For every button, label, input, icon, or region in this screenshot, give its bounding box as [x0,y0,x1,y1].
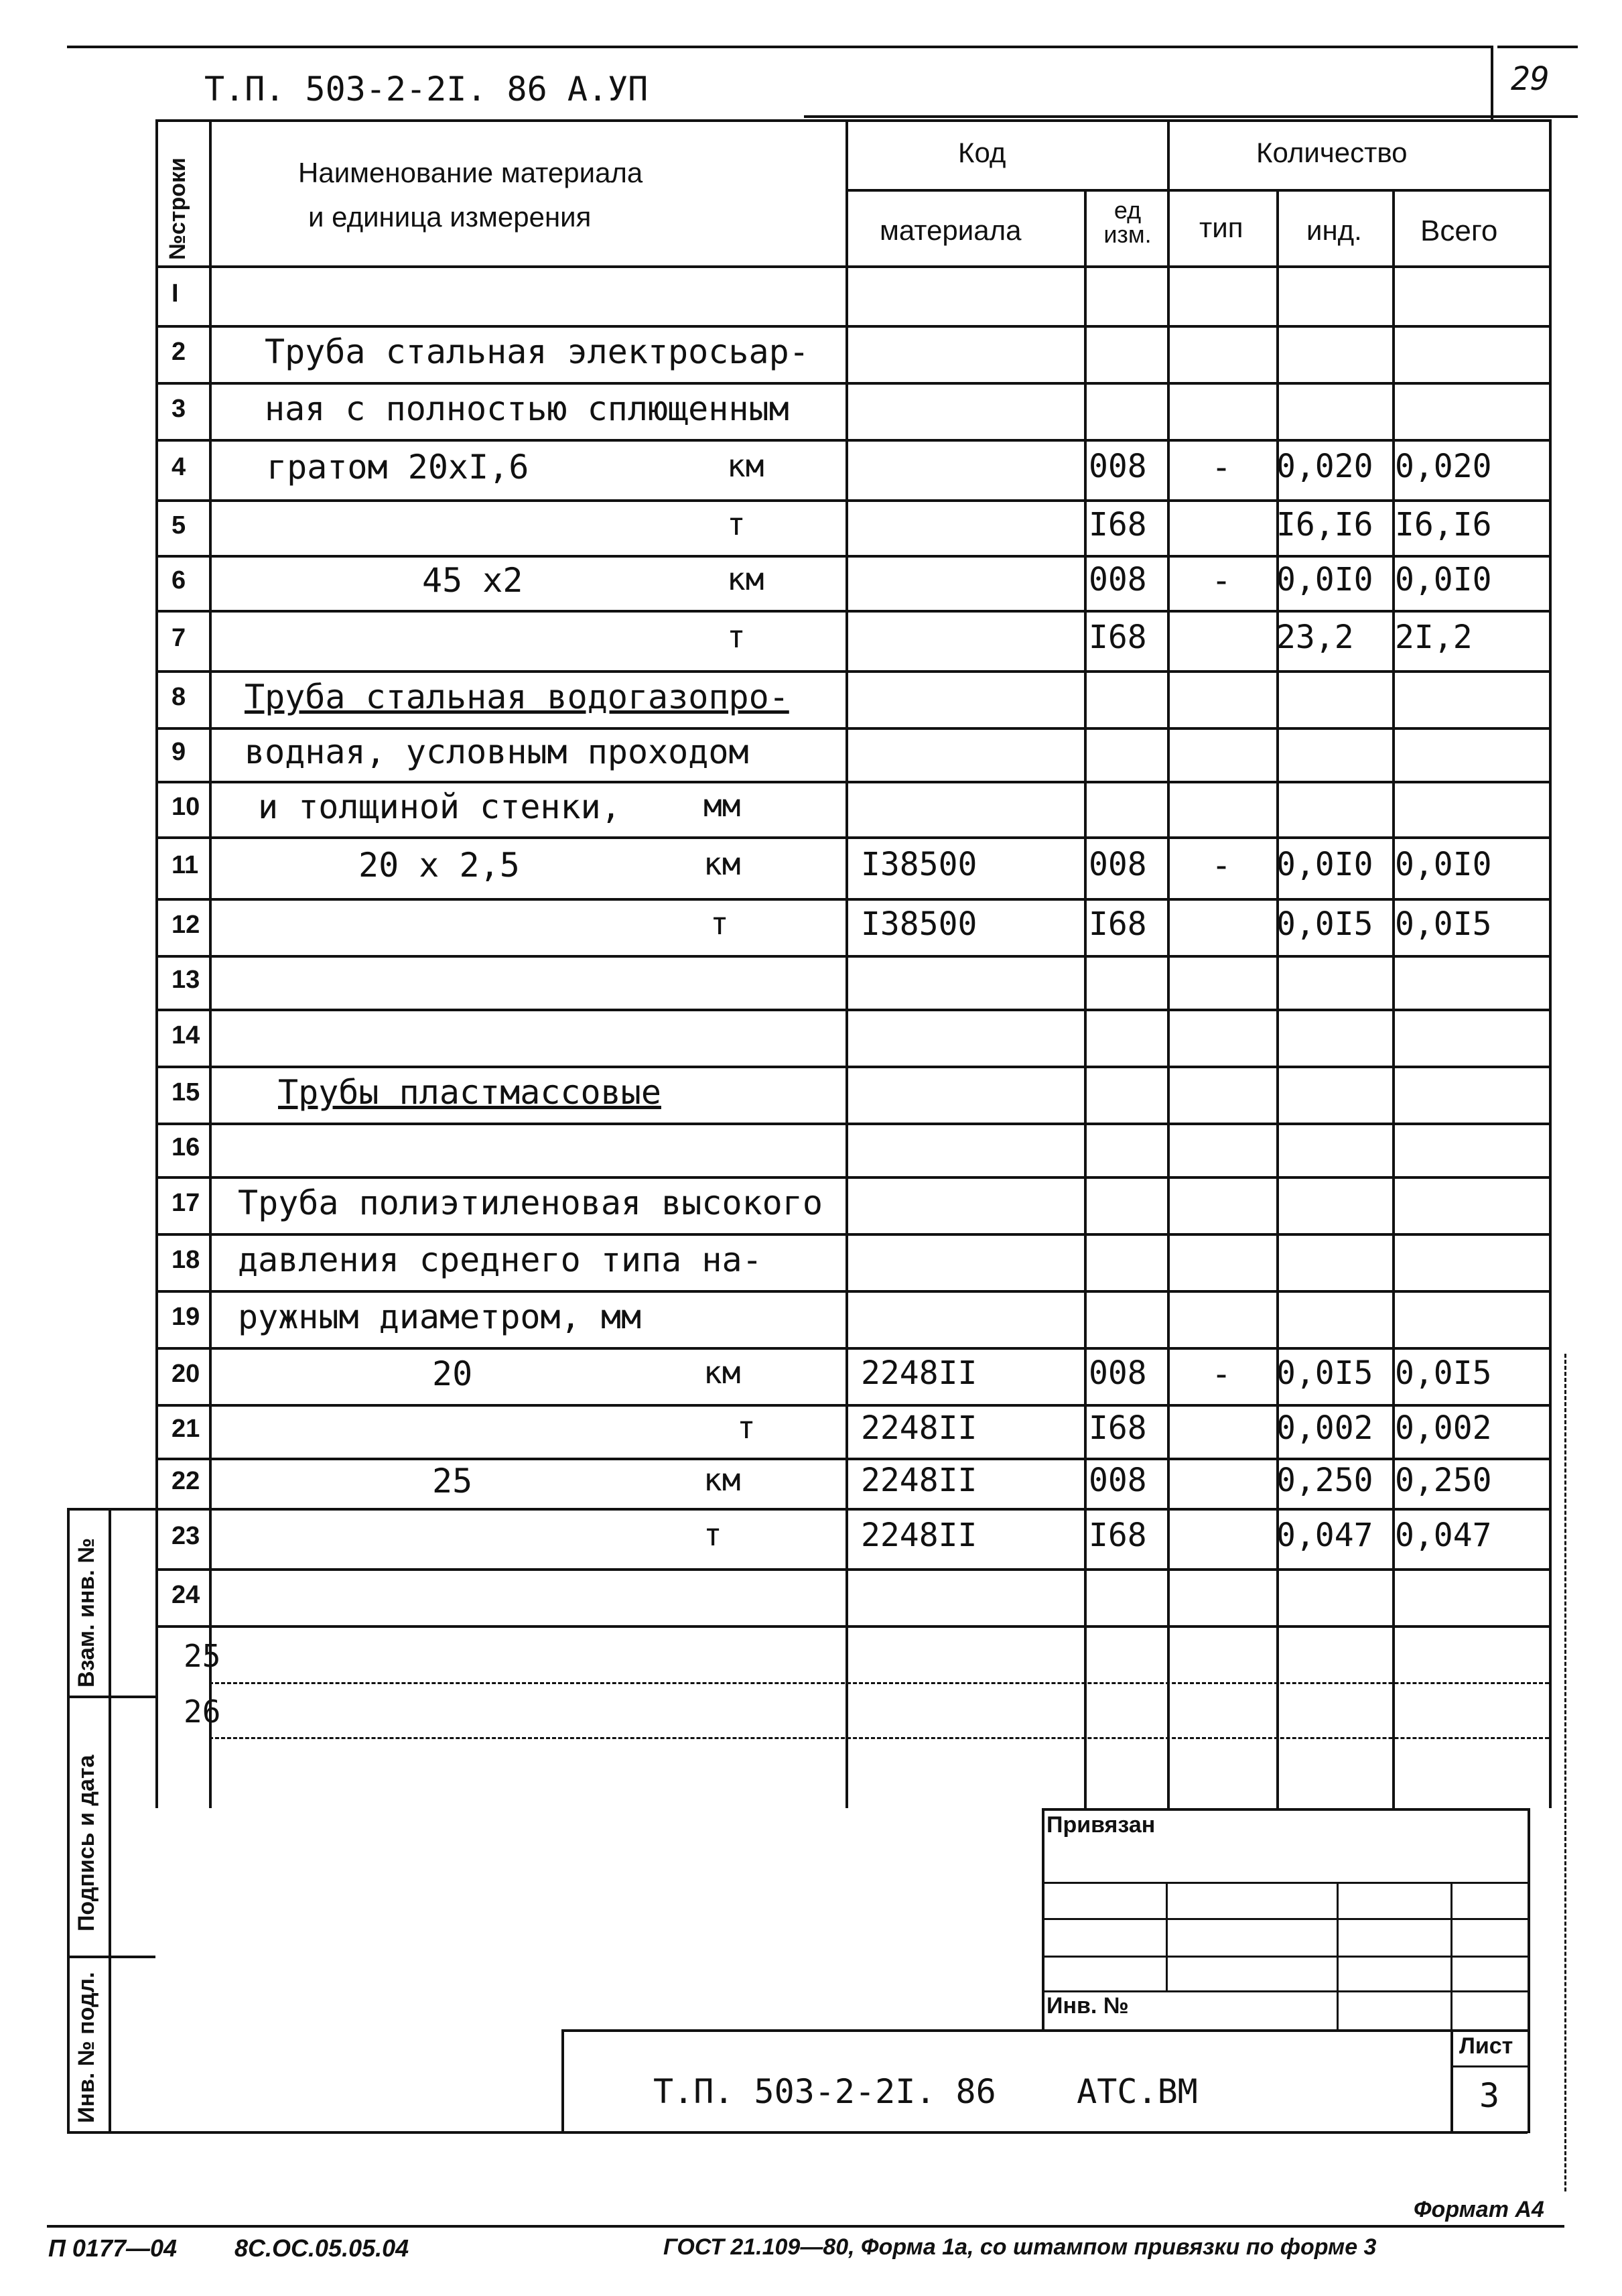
row-rule [155,836,1549,839]
row-unit: т [710,905,729,942]
row-unit: км [703,1461,741,1498]
row-rule [155,555,1549,558]
row-qty-total: 0,0I0 [1395,846,1492,883]
footer-code1: П 0177—04 [48,2234,178,2262]
row-unit-code: I68 [1089,1409,1147,1447]
row-number: I [172,279,179,308]
row-qty-total: 0,250 [1395,1461,1492,1499]
row-rule [155,898,1549,901]
footer-code2: 8С.ОС.05.05.04 [234,2234,409,2262]
row-qty-total: 0,020 [1395,448,1492,485]
row-material-code: 2248II [861,1409,977,1447]
page-number: 29 [1511,60,1550,98]
row-rule [209,1737,1549,1739]
row-unit: км [727,561,764,597]
stamp-doc-code: Т.П. 503-2-2I. 86 АТС.ВМ [653,2072,1198,2111]
row-rule [155,1176,1549,1179]
row-unit: км [727,448,764,484]
row-type: - [1211,846,1232,885]
row-type: - [1211,561,1232,600]
row-qty-ind: 0,020 [1276,448,1373,485]
row-type: - [1211,448,1232,487]
qty-ind-header: инд. [1306,214,1362,246]
row-number: 14 [172,1021,200,1049]
row-rule [209,1682,1549,1684]
stamp-privyazan-label: Привязан [1046,1812,1156,1838]
side-stamp-rule2 [67,1956,155,1958]
row-name: Труба стальная водогазопро- [245,677,789,716]
row-name: 25 [432,1461,473,1501]
row-number: 15 [172,1078,200,1106]
row-unit-code: 008 [1089,1461,1147,1499]
row-number: 13 [172,966,200,994]
row-rule [155,325,1549,328]
row-unit-code: I68 [1089,905,1147,943]
row-qty-ind: 23,2 [1276,619,1354,656]
row-unit: км [703,1354,741,1391]
row-unit-code: 008 [1089,448,1147,485]
row-number: 5 [172,511,186,539]
row-name: Труба полиэтиленовая высокого [238,1183,823,1222]
stamp-main-left [561,2029,564,2133]
row-number: 8 [172,682,186,711]
row-number: 10 [172,792,200,821]
qty-total-header: Всего [1420,214,1498,247]
row-number: 23 [172,1522,200,1550]
unit-divider [1167,119,1170,1808]
stamp-list-label: Лист [1459,2033,1513,2059]
stamp-col-c [1450,1882,1452,2031]
row-qty-ind: 0,0I0 [1276,846,1373,883]
top-rule-right [1497,46,1578,48]
stamp-rule-c [1042,1956,1528,1958]
row-unit-code: 008 [1089,1354,1147,1392]
row-name: и толщиной стенки, [258,787,621,826]
row-number: 17 [172,1188,200,1217]
code-group-header: Код [958,137,1006,168]
row-qty-total: 2I,2 [1395,619,1473,656]
name-divider [846,119,848,1808]
top-rule [67,46,1491,48]
stamp-rule-d [1042,1990,1528,1992]
side-stamp-top [67,1508,155,1511]
row-number-header: №строки [165,157,190,260]
code-divider [1084,189,1087,1808]
type-divider [1276,189,1279,1808]
row-material-code: 2248II [861,1517,977,1554]
table-left-border [155,119,158,1808]
stamp-col-a [1166,1882,1168,1990]
row-rule [155,1290,1549,1293]
row-rule [155,1233,1549,1236]
header-bottom-rule [155,265,1549,268]
row-rule [155,1404,1549,1407]
row-number: 24 [172,1580,200,1609]
row-rule [155,1347,1549,1350]
right-margin-dash [1564,1354,1566,2191]
row-number: 9 [172,738,186,766]
row-material-code: 2248II [861,1461,977,1499]
header-sub-rule [846,189,1549,192]
stamp-col-b [1337,1882,1339,2031]
row-number: 18 [172,1245,200,1274]
stamp-right [1528,1808,1530,2133]
row-rule [155,955,1549,958]
qty-group-header: Количество [1256,137,1408,168]
row-unit: т [727,505,746,542]
row-qty-total: 0,0I0 [1395,561,1492,598]
row-number: 2 [172,337,186,366]
row-name: 20 [432,1354,473,1393]
ind-divider [1392,189,1395,1808]
row-material-code: I38500 [861,905,977,943]
row-qty-total: 0,047 [1395,1517,1492,1554]
row-rule [155,1508,1549,1511]
table-right-border [1549,119,1552,1808]
row-unit-code: I68 [1089,1517,1147,1554]
row-unit-code: I68 [1089,619,1147,656]
row-rule [155,1458,1549,1460]
code-material-header: материала [880,214,1022,246]
row-material-code: 2248II [861,1354,977,1392]
row-unit-code: 008 [1089,561,1147,598]
row-qty-ind: 0,047 [1276,1517,1373,1554]
row-number: 12 [172,910,200,939]
name-header-line2: и единица измерения [308,201,592,233]
table-top-border [155,119,1549,122]
row-qty-total: I6,I6 [1395,505,1492,544]
side-label-podpis: Подпись и дата [74,1755,99,1931]
row-number: 21 [172,1415,200,1443]
row-qty-ind: 0,0I0 [1276,561,1373,598]
row-number: 22 [172,1466,200,1495]
stamp-rule-b [1042,1918,1528,1920]
name-header-line1: Наименование материала [298,157,643,188]
row-rule [155,1625,1549,1628]
row-unit: т [727,619,746,655]
side-label-inv-podl: Инв. № подл. [74,1972,99,2123]
row-number: 26 [184,1694,221,1730]
row-name: гратом 20хI,6 [267,448,529,487]
row-rule [155,1009,1549,1011]
row-unit-code: I68 [1089,505,1147,544]
row-qty-ind: 0,0I5 [1276,905,1373,943]
side-label-vzam: Взам. инв. № [74,1537,99,1687]
row-rule [155,781,1549,783]
row-number: 16 [172,1133,200,1161]
footer-rule [47,2225,1564,2228]
row-name: давления среднего типа на- [238,1240,762,1279]
row-rule [155,610,1549,613]
row-name: Труба стальная электросьар- [265,332,809,371]
side-stamp-divider [109,1508,111,2131]
row-qty-total: 0,0I5 [1395,905,1492,943]
row-unit: т [703,1517,722,1553]
row-qty-ind: 0,002 [1276,1409,1373,1447]
row-name: 45 х2 [422,561,523,600]
row-rule [155,670,1549,673]
row-number: 19 [172,1302,200,1331]
row-number: 4 [172,453,186,481]
row-rule [155,499,1549,502]
row-rule [155,1568,1549,1571]
row-unit: км [703,846,741,882]
row-number: 25 [184,1637,221,1674]
stamp-main-top [561,2029,1528,2032]
row-name: водная, условным проходом [245,732,749,771]
row-unit-code: 008 [1089,846,1147,883]
header-rule [804,115,1578,118]
row-name: ружным диаметром, мм [238,1297,642,1336]
row-qty-ind: 0,0I5 [1276,1354,1373,1392]
stamp-rule-a [1042,1882,1528,1884]
stamp-privyazan-top [1042,1808,1528,1811]
row-rule [155,439,1549,442]
stamp-list-divider [1450,2029,1453,2133]
row-number: 11 [172,851,199,879]
stamp-list-number: 3 [1479,2076,1500,2115]
row-qty-total: 0,0I5 [1395,1354,1492,1392]
row-material-code: I38500 [861,846,977,883]
row-number: 3 [172,394,186,423]
row-number: 7 [172,624,186,652]
code-unit-header: ед изм. [1103,196,1152,248]
row-rule [155,1066,1549,1068]
row-name: 20 х 2,5 [358,846,520,885]
header-doc-code: Т.П. 503-2-2I. 86 А.УП [204,70,649,109]
footer-gost: ГОСТ 21.109—80, Форма 1а, со штампом привязки по форме 3 [663,2234,1377,2260]
row-number: 20 [172,1359,200,1388]
row-qty-total: 0,002 [1395,1409,1492,1447]
footer-format: Формат А4 [1414,2197,1544,2222]
row-unit: т [737,1409,756,1446]
row-rule [155,1123,1549,1125]
row-name: Трубы пластмассовые [278,1072,661,1112]
row-name: ная с полностью сплющенным [265,389,789,428]
row-number: 6 [172,566,186,594]
qty-type-header: тип [1199,212,1243,243]
row-qty-ind: I6,I6 [1276,505,1373,544]
row-rule [155,382,1549,385]
stamp-inv-label: Инв. № [1046,1993,1129,2019]
row-qty-ind: 0,250 [1276,1461,1373,1499]
rownum-divider [209,119,212,1808]
row-unit: мм [703,787,741,824]
stamp-bottom [67,2131,1528,2134]
row-rule [155,727,1549,730]
page-box-divider [1491,46,1493,119]
stamp-list-rule [1450,2065,1528,2067]
row-type: - [1211,1354,1232,1393]
side-stamp-rule1 [67,1696,155,1698]
side-stamp-left [67,1508,70,2131]
